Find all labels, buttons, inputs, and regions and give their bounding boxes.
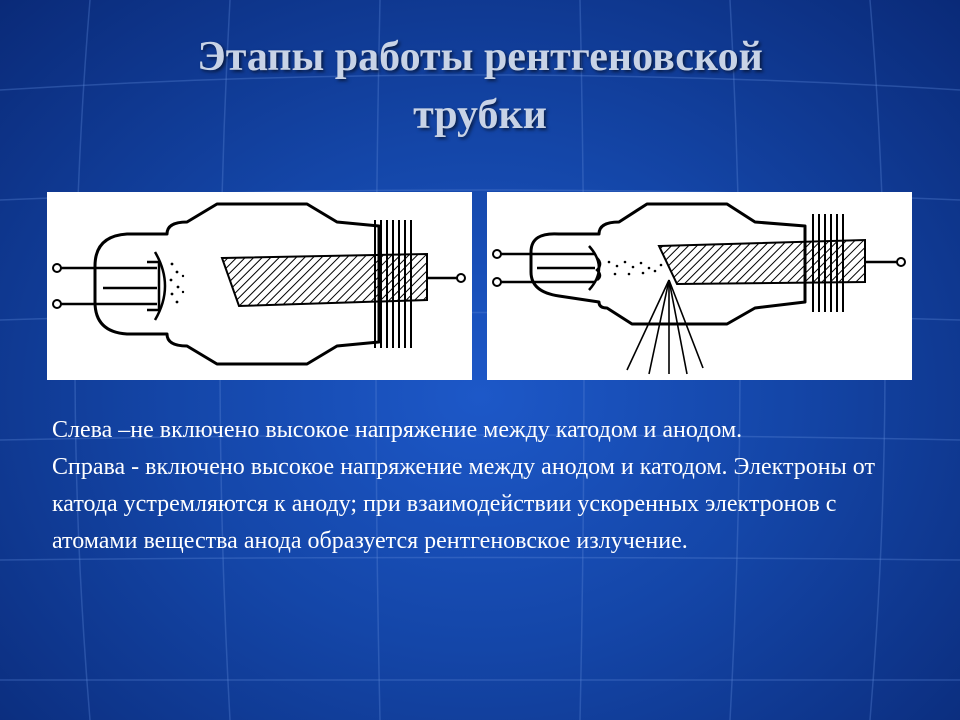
xray-tube-voltage-off-image (47, 192, 472, 380)
description-left: Слева –не включено высокое напряжение между катодом и анодом. (52, 417, 743, 443)
page-title (60, 28, 900, 144)
title-line-2: трубки (413, 92, 547, 138)
xray-tube-voltage-on-image (487, 192, 912, 380)
title-line-1: Этапы работы рентгеновской (197, 34, 763, 80)
description-right: Справа - включено высокое напряжение между анодом и катодом. Электроны от катода устремляются к аноду; при взаимодействии ускоренных электронов с атомами вещества анода образуется рентгеновское излучение. (52, 454, 875, 554)
description-text (52, 412, 912, 560)
